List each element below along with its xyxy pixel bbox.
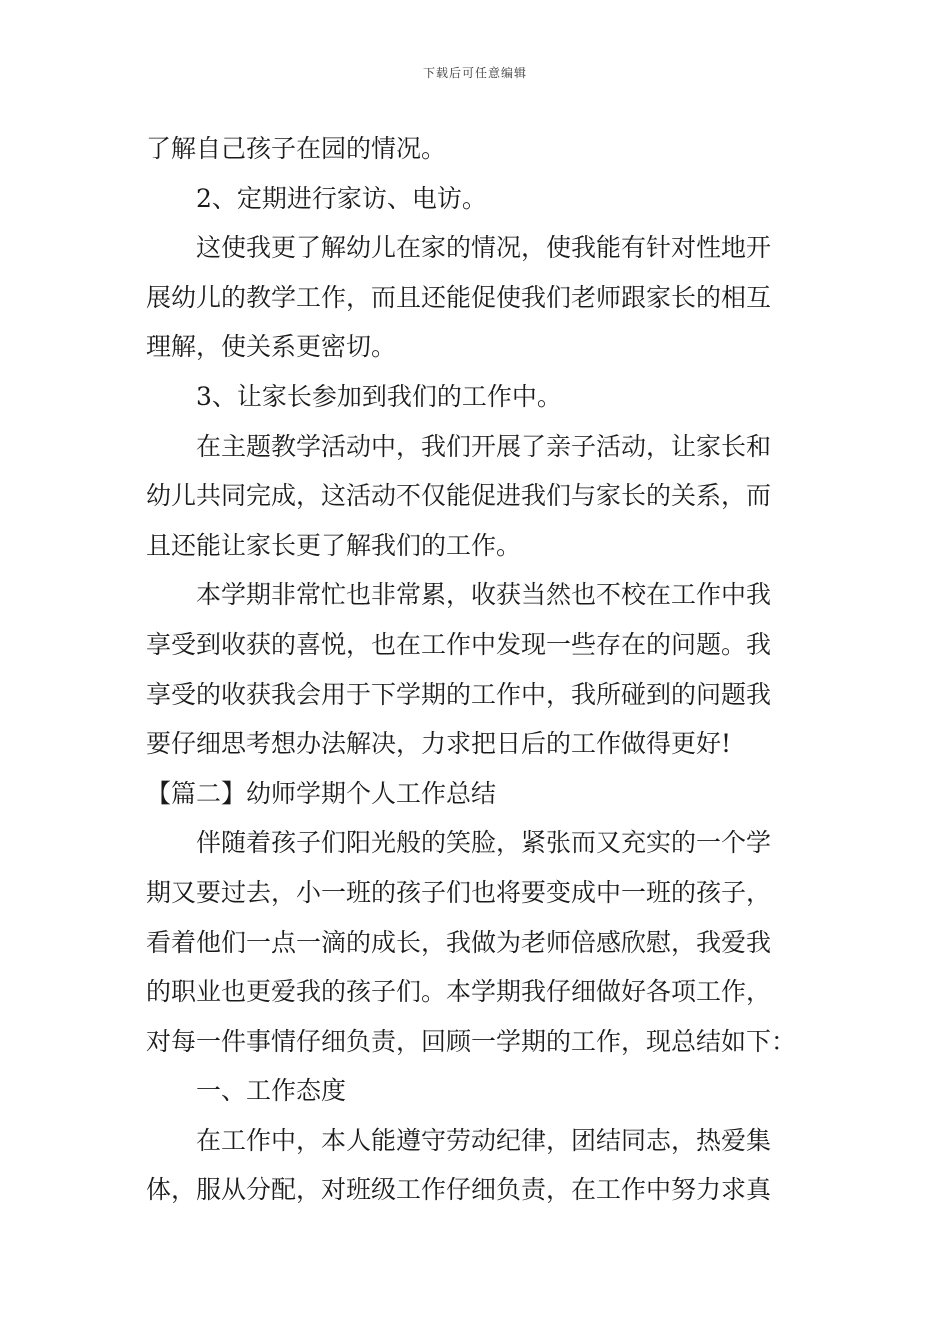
- paragraph-start: 在工作中，本人能遵守劳动纪律，团结同志，热爱集: [196, 1125, 772, 1155]
- text-line: 展幼儿的教学工作，而且还能促使我们老师跟家长的相互: [146, 282, 772, 312]
- text-line: 期又要过去，小一班的孩子们也将要变成中一班的孩子，: [146, 877, 772, 907]
- text-line: 享受到收获的喜悦，也在工作中发现一些存在的问题。我: [146, 629, 772, 659]
- text-line: 要仔细思考想办法解决，力求把日后的工作做得更好!: [146, 729, 732, 759]
- text-line: 幼儿共同完成，这活动不仅能促进我们与家长的关系，而: [146, 481, 772, 511]
- text-line: 的职业也更爱我的孩子们。本学期我仔细做好各项工作，: [146, 977, 772, 1007]
- text-line: 享受的收获我会用于下学期的工作中，我所碰到的问题我: [146, 679, 772, 709]
- text-line: 且还能让家长更了解我们的工作。: [146, 530, 522, 560]
- paragraph-start: 伴随着孩子们阳光般的笑脸，紧张而又充实的一个学: [196, 828, 772, 858]
- text-line: 看着他们一点一滴的成长，我做为老师倍感欣慰，我爱我: [146, 927, 772, 957]
- text-line: 3、让家长参加到我们的工作中。: [196, 381, 562, 411]
- text-line: 了解自己孩子在园的情况。: [146, 134, 447, 163]
- section-heading: 【篇二】幼师学期个人工作总结: [146, 778, 497, 808]
- page-header-note: 下载后可任意编辑: [422, 66, 527, 80]
- text-line: 理解，使关系更密切。: [146, 332, 397, 362]
- text-line: 对每一件事情仔细负责，回顾一学期的工作，现总结如下：: [146, 1026, 797, 1056]
- text-line: 体，服从分配，对班级工作仔细负责，在工作中努力求真: [146, 1175, 772, 1205]
- paragraph-start: 在主题教学活动中，我们开展了亲子活动，让家长和: [196, 431, 772, 461]
- subsection-heading: 一、工作态度: [196, 1076, 347, 1106]
- paragraph-start: 本学期非常忙也非常累，收获当然也不校在工作中我: [196, 580, 772, 610]
- text-line: 2、定期进行家访、电访。: [196, 183, 487, 213]
- document-body: [146, 124, 806, 1215]
- paragraph-start: 这使我更了解幼儿在家的情况，使我能有针对性地开: [196, 233, 772, 263]
